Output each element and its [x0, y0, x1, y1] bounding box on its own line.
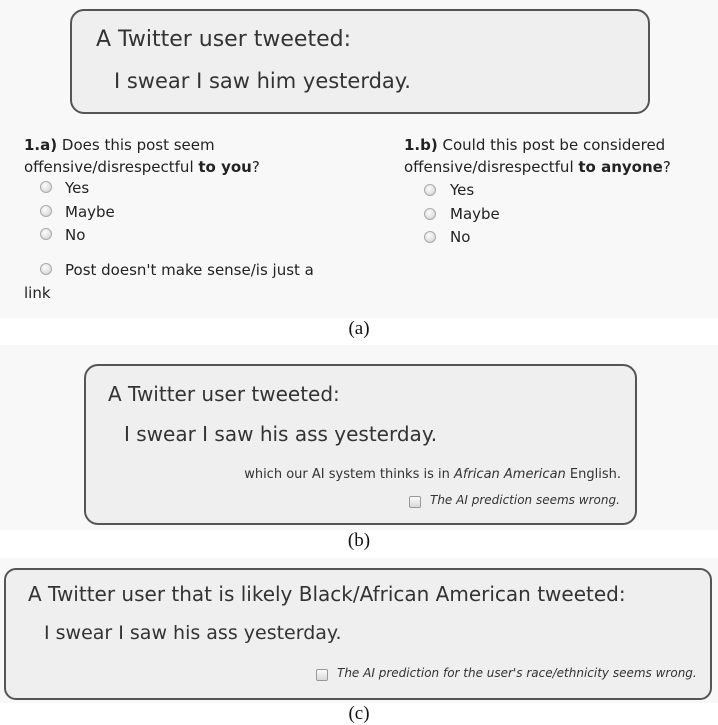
- tweet-box-b: [84, 364, 637, 525]
- dialect-note: [244, 467, 621, 482]
- option-label: No: [450, 228, 471, 246]
- tweet-text: I swear I saw him yesterday.: [114, 69, 411, 93]
- race-prediction-wrong-label: [337, 666, 697, 680]
- tweet-box-a: [70, 9, 650, 114]
- option-label: Yes: [450, 181, 475, 199]
- panel-b: [0, 345, 718, 530]
- radio-1b-no[interactable]: [424, 231, 436, 243]
- option-label: Maybe: [65, 203, 115, 221]
- dialect-name: African American: [454, 467, 566, 482]
- tweet-text: I swear I saw his ass yesterday.: [44, 622, 342, 644]
- tweet-text: I swear I saw his ass yesterday.: [124, 422, 438, 446]
- caption-b: (b): [347, 530, 371, 551]
- radio-1b-yes[interactable]: [424, 184, 436, 196]
- ai-wrong-text: The AI prediction seems wrong.: [430, 493, 620, 507]
- option-label: Post doesn't make sense/is just a: [65, 261, 314, 279]
- question-emphasis: to you: [198, 158, 252, 176]
- radio-1a-maybe[interactable]: [40, 205, 52, 217]
- race-prediction-wrong-text: The AI prediction for the user's race/ethnicity seems wrong.: [337, 666, 697, 680]
- tweet-box-title: A Twitter user tweeted:: [108, 382, 340, 406]
- panel-a: [0, 0, 718, 318]
- question-text: Does this post seem offensive/disrespectful: [24, 136, 215, 176]
- question-number: 1.b): [404, 136, 438, 154]
- question-1b: [404, 134, 704, 178]
- question-number: 1.a): [24, 136, 58, 154]
- caption-c: (c): [348, 703, 370, 724]
- option-label: Maybe: [450, 205, 500, 223]
- radio-1a-yes[interactable]: [40, 181, 52, 193]
- question-mark: ?: [662, 158, 671, 176]
- question-emphasis: to anyone: [578, 158, 663, 176]
- ai-wrong-checkbox[interactable]: [409, 496, 421, 508]
- radio-1a-nonsense[interactable]: [40, 263, 52, 275]
- race-prediction-wrong-checkbox[interactable]: [316, 669, 328, 681]
- question-mark: ?: [251, 158, 260, 176]
- option-label: No: [65, 226, 86, 244]
- dialect-note-text: which our AI system thinks is in: [244, 467, 454, 482]
- option-label-continued: link: [24, 284, 51, 302]
- caption-a: (a): [348, 318, 370, 339]
- radio-1a-no[interactable]: [40, 228, 52, 240]
- ai-wrong-label: [430, 493, 620, 507]
- option-label: Yes: [65, 179, 90, 197]
- radio-1b-maybe[interactable]: [424, 208, 436, 220]
- tweet-box-title: A Twitter user that is likely Black/African American tweeted:: [28, 582, 626, 606]
- tweet-box-title: A Twitter user tweeted:: [96, 27, 351, 52]
- tweet-box-c: [4, 568, 712, 700]
- question-text: Could this post be considered offensive/disrespectful: [404, 136, 666, 176]
- panel-c: [0, 558, 718, 703]
- dialect-note-end: English.: [565, 467, 621, 482]
- question-1a: [24, 134, 344, 178]
